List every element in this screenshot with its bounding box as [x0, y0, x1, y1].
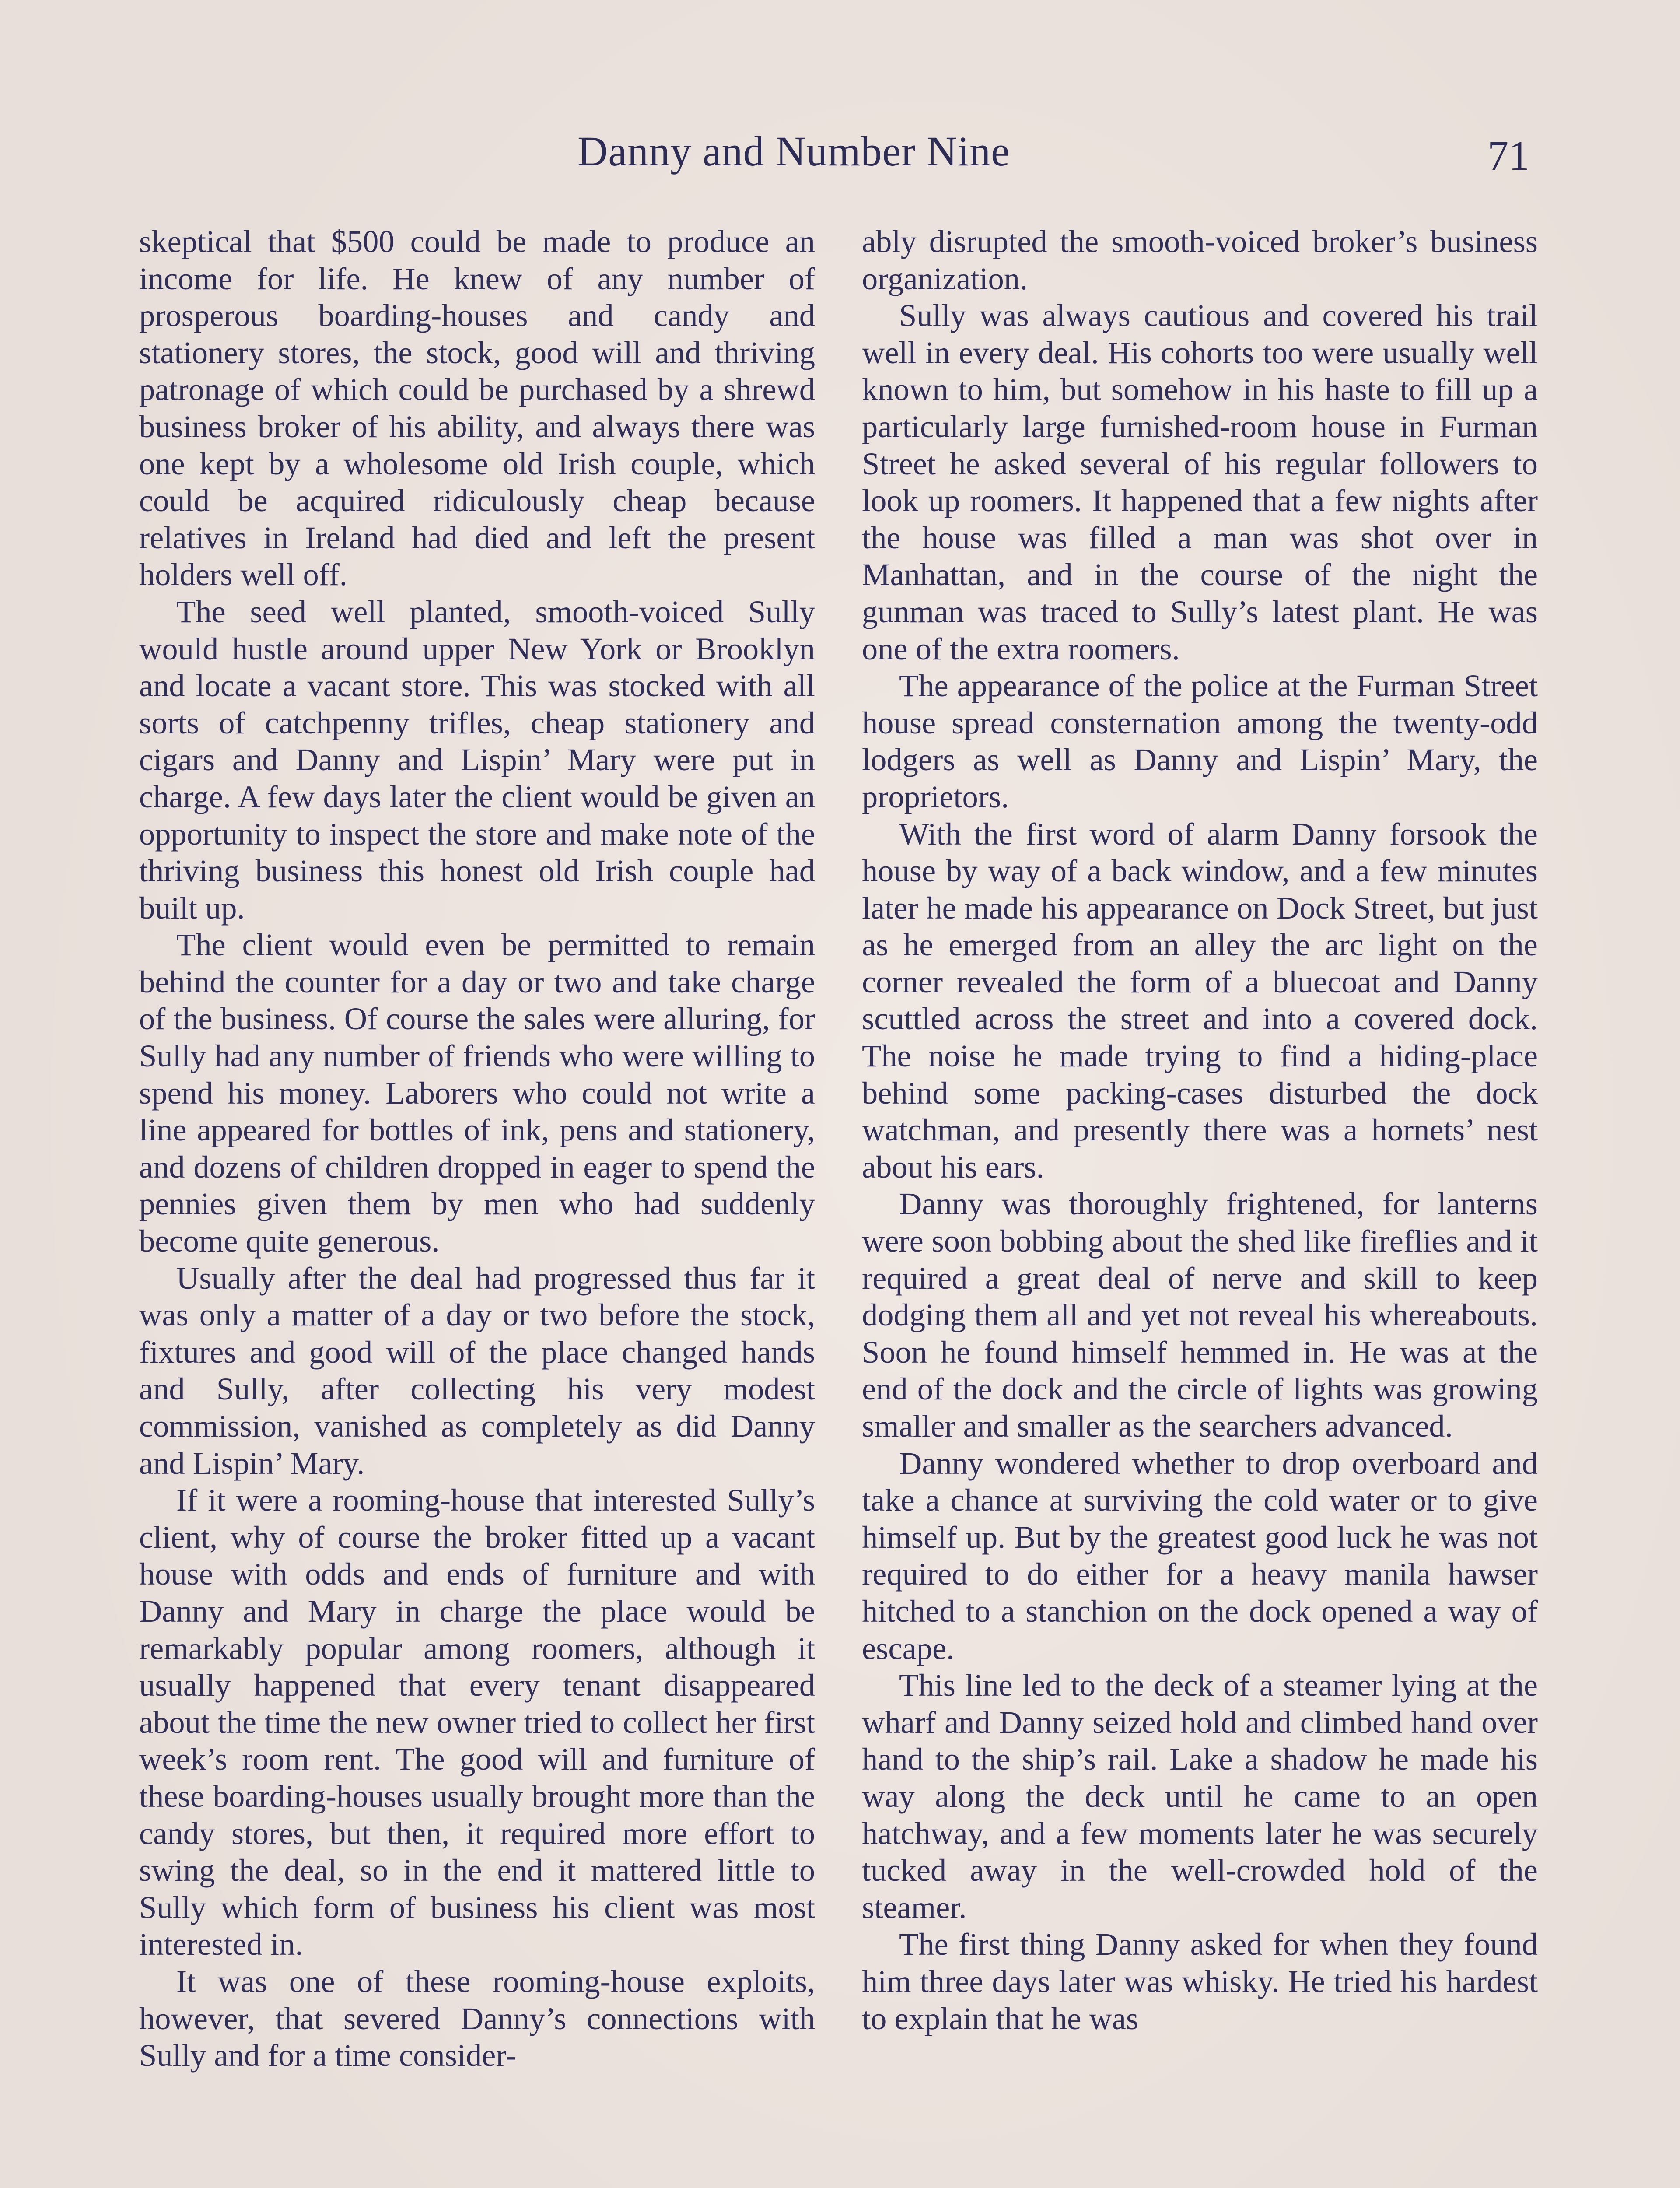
paragraph: Danny was thoroughly frightened, for lanterns were soon bobbing about the shed like fireflies and it required a great deal of nerve and skill to keep dodging them all and yet not reveal his whereabouts. Soon he found himself hemmed in. He was at the end of the dock and the circle of lights was growing smaller and smaller as the searchers advanced.	[862, 1186, 1538, 1444]
paragraph: Usually after the deal had progressed thus far it was only a matter of a day or two before the stock, fixtures and good will of the place changed hands and Sully, after collecting his very modest commission, vanished as completely as did Danny and Lispin’ Mary.	[139, 1260, 815, 1481]
paragraph: Sully was always cautious and covered his trail well in every deal. His cohorts too were usually well known to him, but somehow in his haste to fill up a particularly large furnished-room house in Furman Street he asked several of his regular followers to look up roomers. It happened that a few nights after the house was filled a man was shot over in Manhattan, and in the course of the night the gunman was traced to Sully’s latest plant. He was one of the extra roomers.	[862, 298, 1538, 666]
paragraph: skeptical that $500 could be made to produce an income for life. He knew of any number of prosperous boarding-houses and candy and stationery stores, the stock, good will and thriving patronage of which could be purchased by a shrewd business broker of his ability, and always there was one kept by a wholesome old Irish couple, which could be acquired ridiculously cheap because relatives in Ireland had died and left the present holders well off.	[139, 224, 815, 593]
paragraph: If it were a rooming-house that interested Sully’s client, why of course the broker fitted up a vacant house with odds and ends of furniture and with Danny and Mary in charge the place would be remarkably popular among roomers, although it usually happened that every tenant disappeared about the time the new owner tried to collect her first week’s room rent. The good will and furniture of these boarding-houses usually brought more than the candy stores, but then, it required more effort to swing the deal, so in the end it mattered little to Sully which form of business his client was most interested in.	[139, 1482, 815, 1962]
running-title: Danny and Number Nine	[578, 128, 1010, 175]
paragraph: It was one of these rooming-house exploits, however, that severed Danny’s connections with Sully and for a time consider-	[139, 1963, 815, 2073]
paragraph: ably disrupted the smooth-voiced broker’s business organization.	[862, 224, 1538, 296]
paragraph: With the first word of alarm Danny forsook the house by way of a back window, and a few minutes later he made his appearance on Dock Street, but just as he emerged from an alley the arc light on the corner revealed the form of a bluecoat and Danny scuttled across the street and into a covered dock. The noise he made trying to find a hiding-place behind some packing-cases disturbed the dock watchman, and presently there was a hornets’ nest about his ears.	[862, 816, 1538, 1185]
page-number: 71	[1488, 132, 1530, 179]
paragraph: The seed well planted, smooth-voiced Sully would hustle around upper New York or Brooklyn and locate a vacant store. This was stocked with all sorts of catchpenny trifles, cheap stationery and cigars and Danny and Lispin’ Mary were put in charge. A few days later the client would be given an opportunity to inspect the store and make note of the thriving business this honest old Irish couple had built up.	[139, 593, 815, 926]
paragraph: The appearance of the police at the Furman Street house spread consternation among the twenty-odd lodgers as well as Danny and Lispin’ Mary, the proprietors.	[862, 668, 1538, 814]
paragraph: The first thing Danny asked for when they found him three days later was whisky. He tried his hardest to explain that he was	[862, 1926, 1538, 2036]
paragraph: Danny wondered whether to drop overboard and take a chance at surviving the cold water or to give himself up. But by the greatest good luck he was not required to do either for a heavy manila hawser hitched to a stanchion on the dock opened a way of escape.	[862, 1445, 1538, 1666]
paragraph: This line led to the deck of a steamer lying at the wharf and Danny seized hold and climbed hand over hand to the ship’s rail. Lake a shadow he made his way along the deck until he came to an open hatchway, and a few moments later he was securely tucked away in the well-crowded hold of the steamer.	[862, 1667, 1538, 1925]
paragraph: The client would even be permitted to remain behind the counter for a day or two and take charge of the business. Of course the sales were alluring, for Sully had any number of friends who were willing to spend his money. Laborers who could not write a line appeared for bottles of ink, pens and stationery, and dozens of children dropped in eager to spend the pennies given them by men who had suddenly become quite generous.	[139, 927, 815, 1259]
text-column-right	[862, 223, 1538, 2037]
text-column-left	[139, 223, 815, 2074]
